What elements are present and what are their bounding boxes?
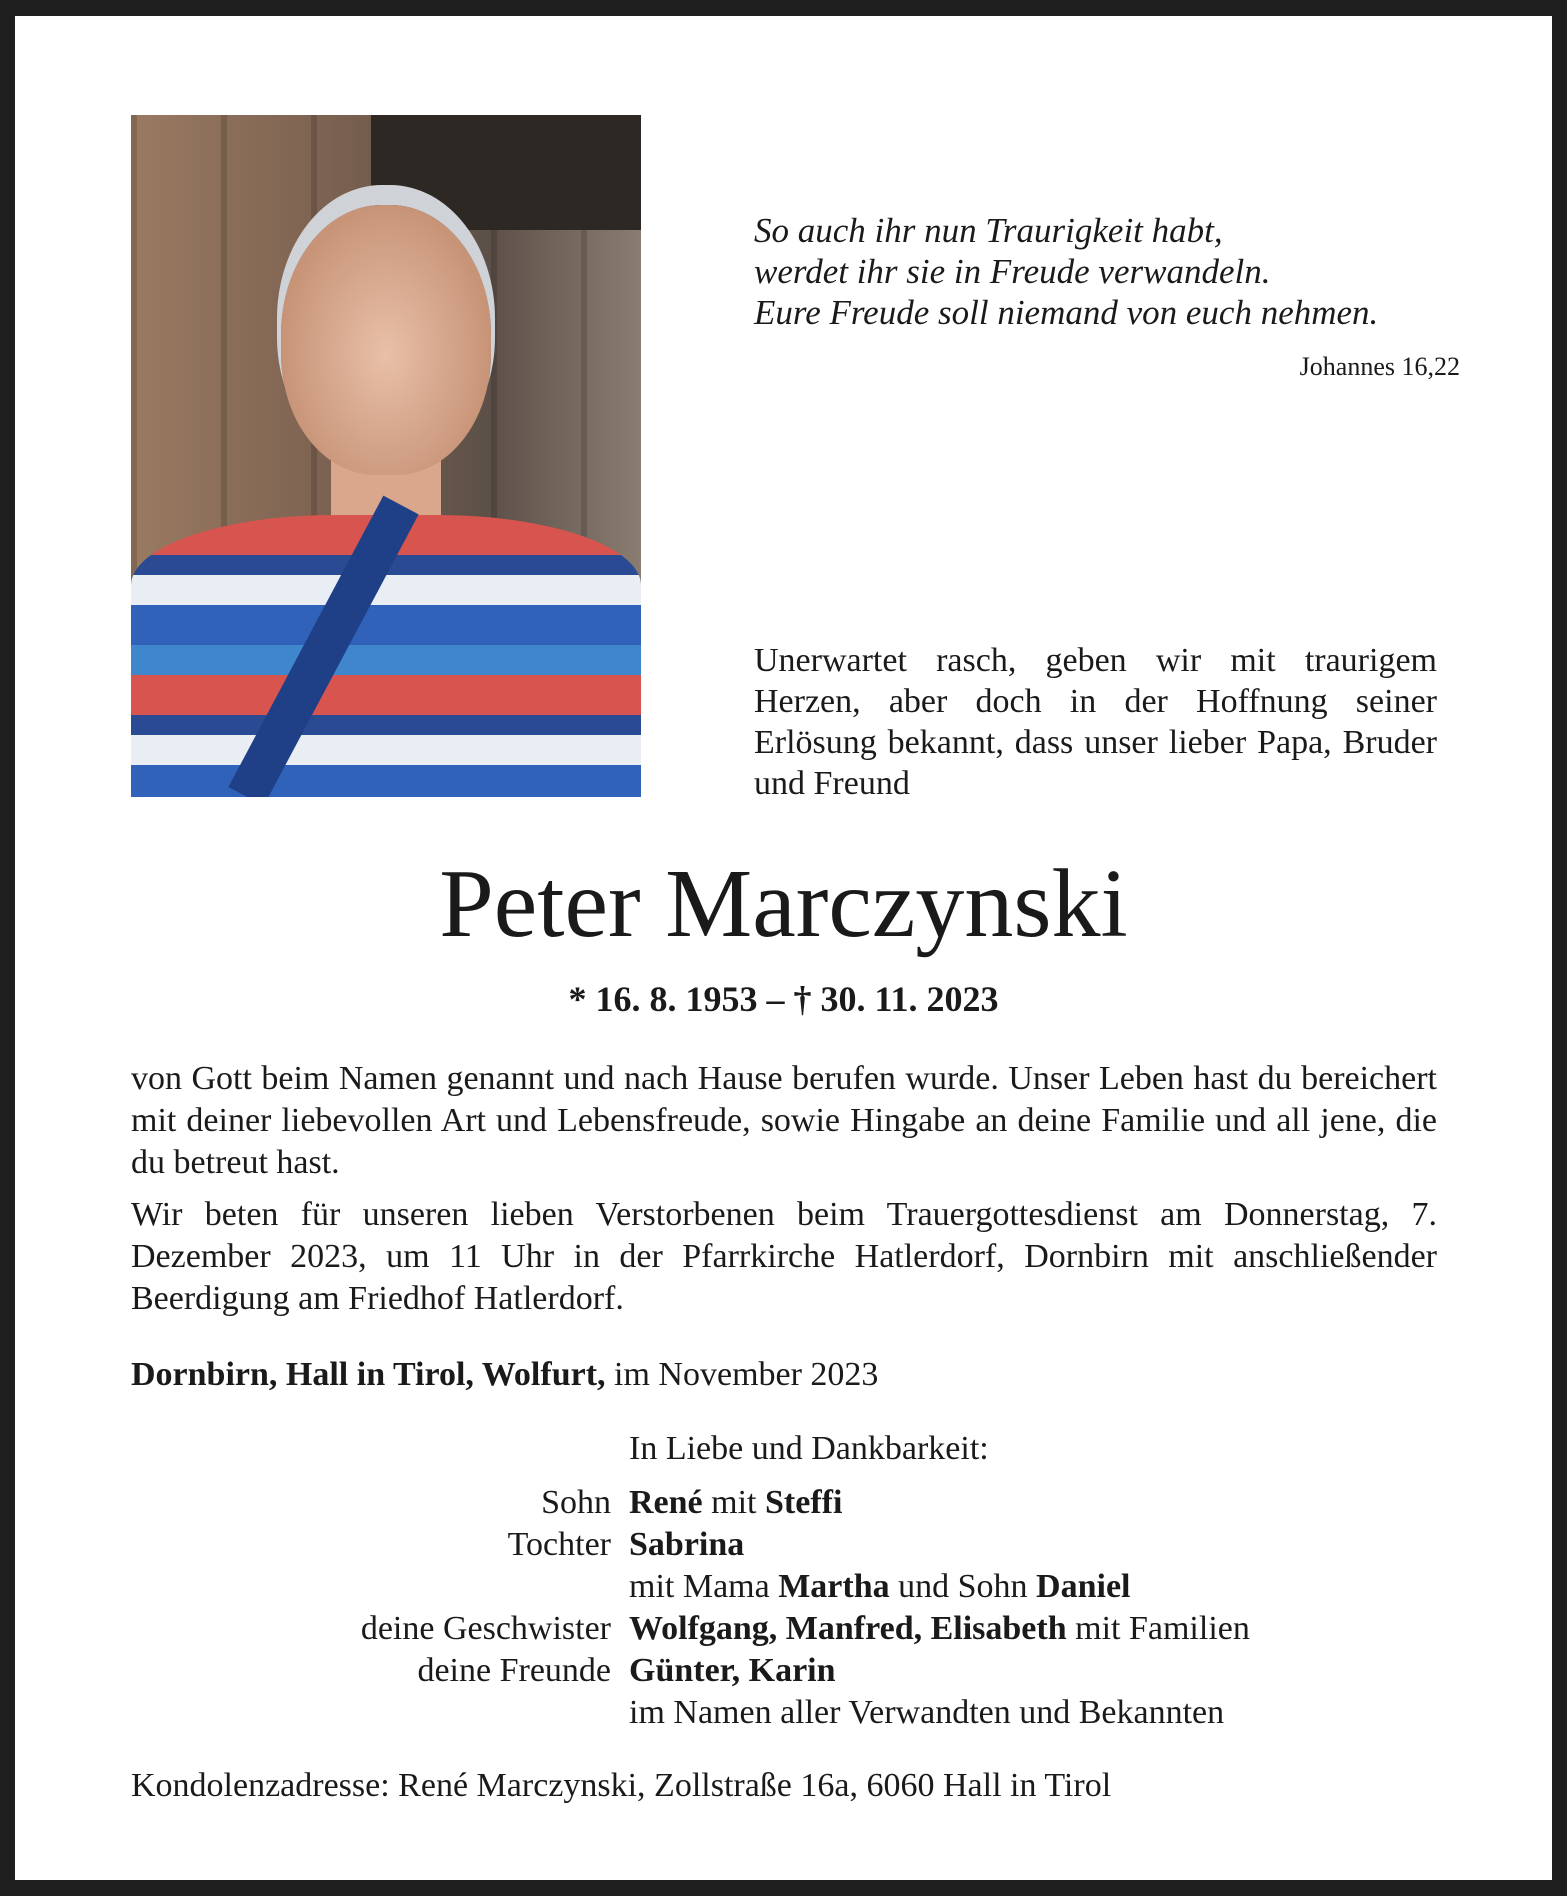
life-dates: * 16. 8. 1953 – † 30. 11. 2023 (568, 979, 999, 1019)
month-year: im November 2023 (605, 1356, 879, 1393)
condolence-address: Kondolenzadresse: René Marczynski, Zollstraße 16a, 6060 Hall in Tirol (131, 1767, 1112, 1804)
mourner-text: und Sohn (889, 1568, 1037, 1605)
mourner-relation: deine Freunde (417, 1652, 611, 1689)
quote-reference: Johannes 16,22 (1299, 352, 1460, 381)
mourner-relation: Sohn (541, 1484, 611, 1521)
mourner-relation: deine Geschwister (360, 1610, 611, 1647)
mourner-name: Wolfgang, Manfred, Elisabeth (629, 1610, 1067, 1647)
mourner-text: mit Mama (629, 1568, 779, 1605)
mourner-names (629, 1568, 1131, 1606)
places: Dornbirn, Hall in Tirol, Wolfurt, (131, 1356, 606, 1393)
intro-text: Unerwartet rasch, geben wir mit traurigem Herzen, aber doch in der Hoffnung seiner Erlösung bekannt, dass unser lieber Papa, Bruder und Freund (754, 642, 1437, 802)
mourner-name: Martha (778, 1568, 890, 1605)
place-date-line (131, 1356, 878, 1394)
mourner-name: Sabrina (629, 1526, 745, 1563)
thanks-heading: In Liebe und Dankbarkeit: (629, 1430, 989, 1467)
mourner-names (629, 1694, 1224, 1732)
quote-line: Eure Freude soll niemand von euch nehmen. (754, 293, 1379, 332)
bible-quote (754, 210, 1378, 333)
deceased-name: Peter Marczynski (439, 850, 1128, 958)
mourner-names (629, 1652, 836, 1690)
mourner-names (629, 1484, 842, 1522)
service-paragraph: Wir beten für unseren lieben Verstorbenen beim Trauergottesdienst am Donnerstag, 7. Dezember 2023, um 11 Uhr in der Pfarrkirche Hatlerdorf, Dornbirn mit anschließender Beerdigung am Friedhof Hatlerdorf. (131, 1196, 1437, 1317)
portrait-photo (131, 115, 641, 797)
mourner-text: mit Familien (1066, 1610, 1250, 1647)
mourner-names (629, 1610, 1250, 1648)
quote-line: werdet ihr sie in Freude verwandeln. (754, 252, 1271, 291)
mourner-name: Daniel (1036, 1568, 1131, 1605)
body-paragraph: von Gott beim Namen genannt und nach Hause berufen wurde. Unser Leben hast du bereichert mit deiner liebevollen Art und Lebensfreude, sowie Hingabe an deine Familie und all jene, die du betreut hast. (131, 1060, 1437, 1181)
mourner-names (629, 1526, 744, 1564)
mourner-name: René (629, 1484, 703, 1521)
mourner-text: mit (702, 1484, 765, 1521)
mourner-relation: Tochter (507, 1526, 611, 1563)
mourner-text: im Namen aller Verwandten und Bekannten (629, 1694, 1225, 1731)
mourner-name: Steffi (765, 1484, 843, 1521)
mourner-name: Günter, Karin (629, 1652, 836, 1689)
quote-line: So auch ihr nun Traurigkeit habt, (754, 211, 1223, 250)
